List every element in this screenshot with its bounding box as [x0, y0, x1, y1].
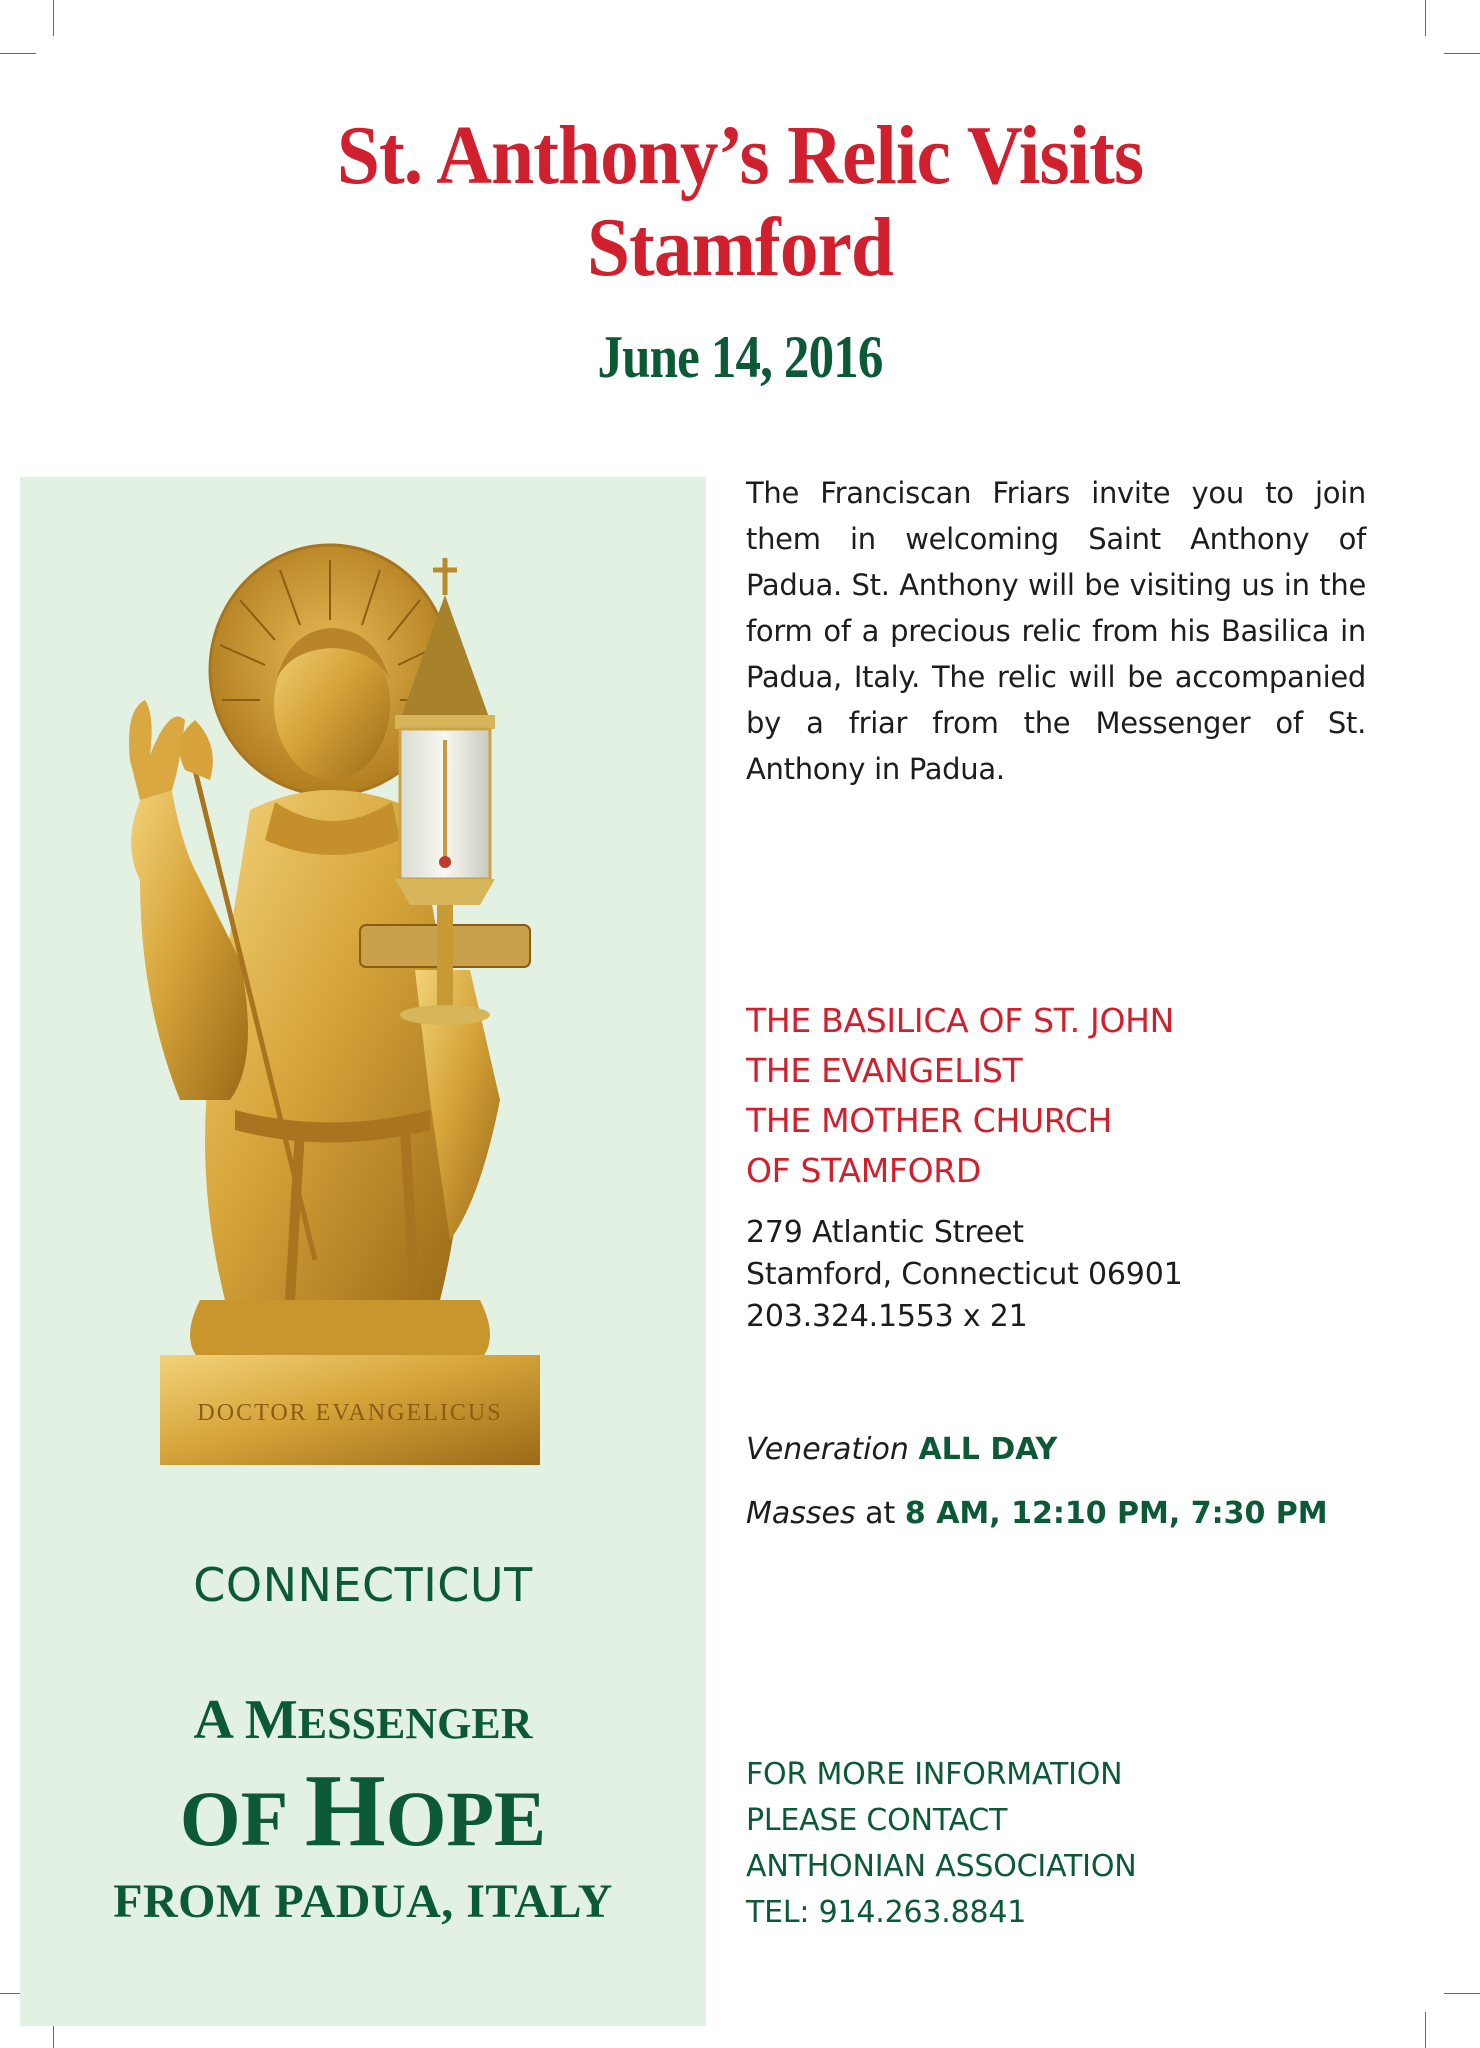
venue-phone: 203.324.1553 x 21 — [746, 1299, 1028, 1334]
venue-line: THE MOTHER CHURCH — [746, 1101, 1113, 1140]
contact-org: ANTHONIAN ASSOCIATION — [746, 1849, 1137, 1884]
tagline — [20, 1688, 706, 1930]
tagline-l2-big: H — [304, 1753, 386, 1868]
masses-connector: at — [865, 1496, 896, 1531]
address-block — [746, 1212, 1366, 1338]
venue-name — [746, 996, 1366, 1196]
tagline-l2-small-a: OF — [179, 1775, 305, 1862]
intro-paragraph: The Franciscan Friars invite you to join them in welcoming Saint Anthony of Padua. St. Anthony will be visiting us in the form of a precious relic from his Basilica in Padua, Italy. The relic will be accompanied by a friar from the Messenger of St. Anthony in Padua. — [746, 476, 1366, 786]
contact-block — [746, 1752, 1366, 1936]
city-state-zip: Stamford, Connecticut 06901 — [746, 1257, 1183, 1292]
crop-mark — [0, 53, 36, 54]
crop-mark — [1444, 53, 1480, 54]
crop-mark — [1444, 1993, 1480, 1994]
masses-label: Masses — [746, 1496, 856, 1531]
schedule — [746, 1418, 1366, 1546]
veneration-label: Veneration — [746, 1432, 909, 1467]
page-title-line-1: St. Anthony’s Relic Visits — [336, 109, 1144, 202]
contact-line: PLEASE CONTACT — [746, 1803, 1008, 1838]
tagline-l1-big: A M — [193, 1689, 298, 1751]
contact-line: FOR MORE INFORMATION — [746, 1757, 1123, 1792]
venue-line: THE BASILICA OF ST. JOHN — [746, 1001, 1175, 1040]
tagline-l3: FROM PADUA, ITALY — [113, 1875, 613, 1928]
state-label: CONNECTICUT — [193, 1558, 533, 1612]
crop-mark — [1425, 2012, 1426, 2048]
veneration-value: ALL DAY — [918, 1432, 1058, 1467]
tagline-l2-small-b: OPE — [385, 1775, 547, 1862]
venue-line: THE EVANGELIST — [746, 1051, 1023, 1090]
contact-phone: TEL: 914.263.8841 — [746, 1895, 1027, 1930]
veneration-row — [746, 1418, 1366, 1482]
masses-times: 8 AM, 12:10 PM, 7:30 PM — [904, 1496, 1328, 1531]
header — [0, 110, 1480, 392]
crop-mark — [1425, 0, 1426, 36]
masses-row — [746, 1482, 1366, 1546]
street-address: 279 Atlantic Street — [746, 1215, 1024, 1250]
tagline-l1-small: ESSENGER — [297, 1699, 533, 1748]
crop-mark — [53, 0, 54, 36]
page-title-line-2: Stamford — [586, 201, 894, 294]
event-date: June 14, 2016 — [597, 324, 883, 390]
statue-image — [100, 540, 620, 1500]
statue-base-inscription: DOCTOR EVANGELICUS — [197, 1400, 503, 1426]
venue-line: OF STAMFORD — [746, 1151, 982, 1190]
